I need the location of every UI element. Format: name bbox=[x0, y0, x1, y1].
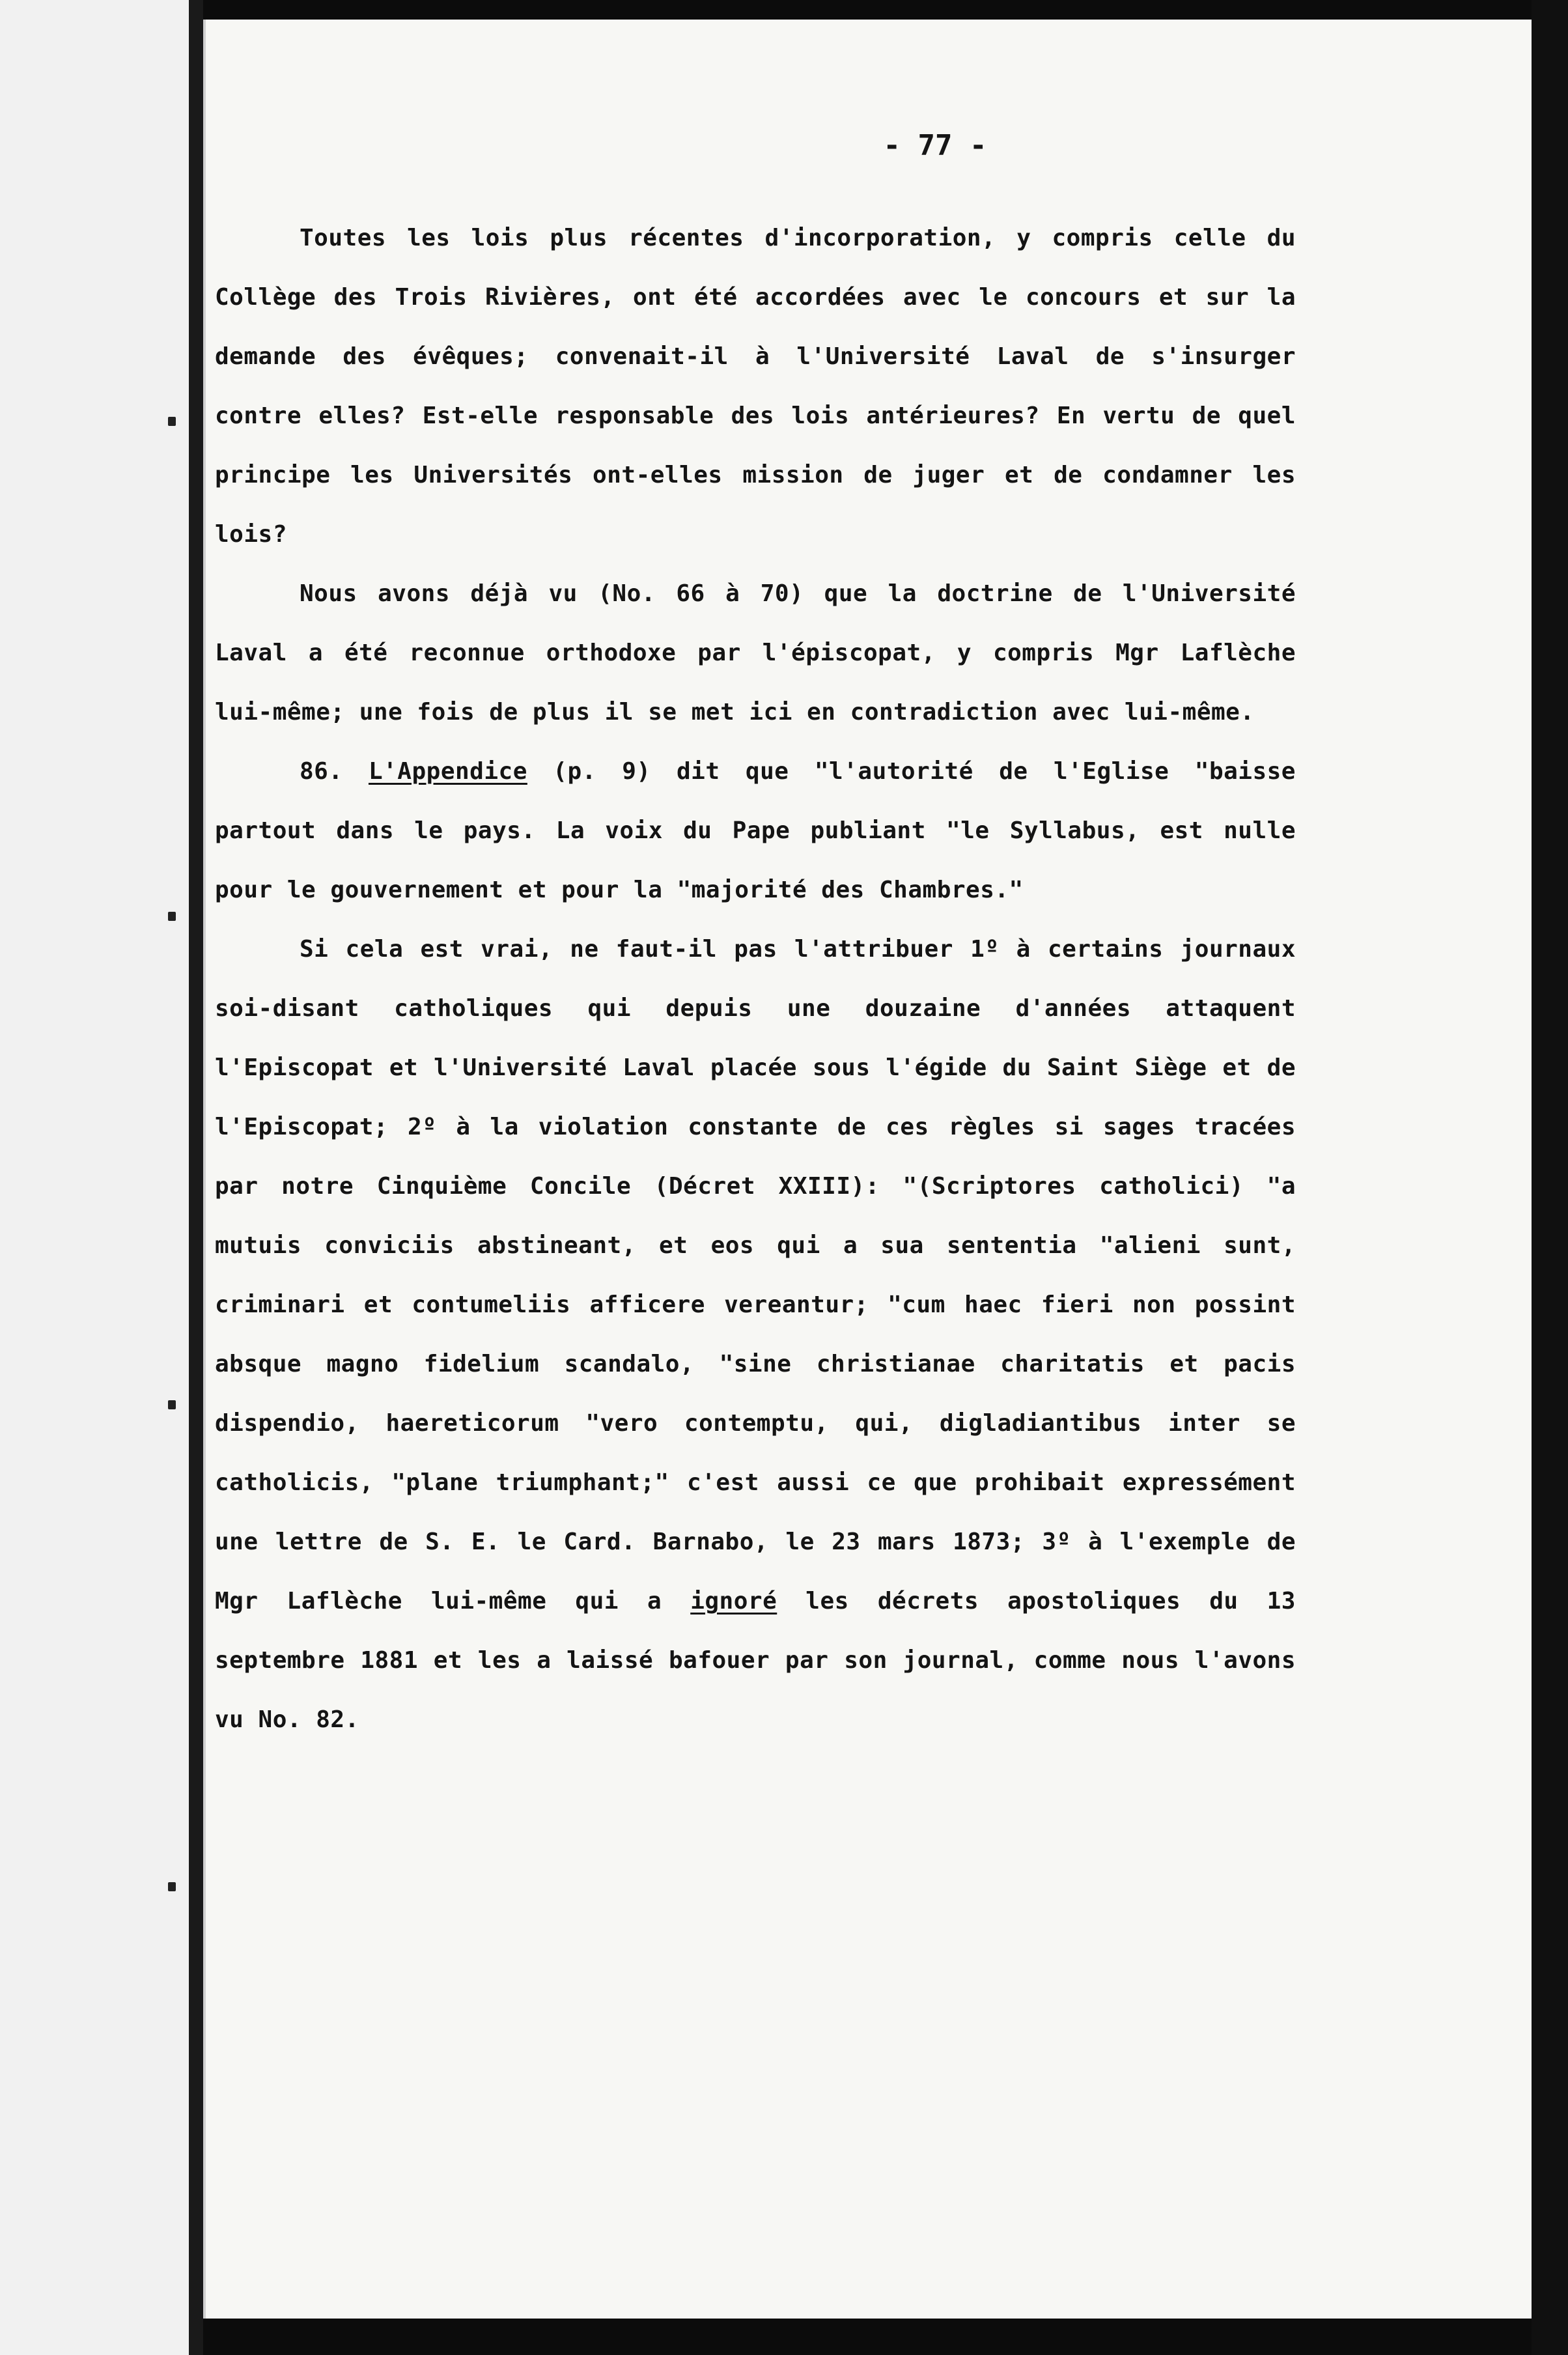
paragraph-text: (p. 9) dit que "l'autorité de l'Eglise "baisse partout dans le pays. La voix du Pape publiant "le Syllabus, est nulle pour le gouvernement et pour la "majorité des Chambres." bbox=[215, 758, 1296, 903]
paragraph-text: Si cela est vrai, ne faut-il pas l'attribuer 1º à certains journaux soi-disant catholiques qui depuis une douzaine d'années attaquent l'Episcopat et l'Université Laval placée sous l'égide du Saint Siège et de l'Episcopat; 2º à la violation constante de ces règles si sages tracées par notre Cinquième Concile (Décret XXIII): "(Scriptores catholici) "a mutuis conviciis abstineant, et eos qui a sua sententia "alieni sunt, criminari et contumeliis afficere vereantur; "cum haec fieri non possint absque magno fidelium scandalo, "sine christianae charitatis et pacis dispendio, haereticorum "vero contemptu, qui, digladiantibus inter se catholicis, "plane triumphant;" c'est aussi ce que prohibait expressément une lettre de S. E. le Card. Barnabo, le 23 mars 1873; 3º à l'exemple de Mgr Laflèche lui-même qui a bbox=[215, 936, 1296, 1615]
paragraph: Nous avons déjà vu (No. 66 à 70) que la doctrine de l'Université Laval a été reconnue orthodoxe par l'épiscopat, y compris Mgr Laflèche lui-même; une fois de plus il se met ici en contradiction avec lui-même. bbox=[215, 580, 1296, 726]
underlined-word: ignoré bbox=[690, 1588, 777, 1615]
scan-border bbox=[1532, 0, 1568, 2355]
previous-page-strip bbox=[0, 0, 191, 2355]
paragraph-text: les décrets apostoliques du 13 septembre 1881 et les a laissé bafouer par son journal, comme nous l'avons vu No. 82. bbox=[215, 1588, 1296, 1733]
page-number: - 77 - bbox=[883, 129, 987, 162]
underlined-title: L'Appendice bbox=[368, 758, 527, 785]
binding-mark bbox=[168, 912, 176, 921]
paragraph-86 bbox=[215, 742, 1296, 920]
page-gutter bbox=[189, 0, 203, 2355]
binding-mark bbox=[168, 1882, 176, 1891]
binding-mark bbox=[168, 1400, 176, 1409]
page-body bbox=[215, 208, 1296, 1749]
paragraph bbox=[215, 920, 1296, 1749]
paragraph: Toutes les lois plus récentes d'incorporation, y compris celle du Collège des Trois Rivières, ont été accordées avec le concours et sur la demande des évêques; convenait-il à l'Université Laval de s'insurger contre elles? Est-elle responsable des lois antérieures? En vertu de quel principe les Universités ont-elles mission de juger et de condamner les lois? bbox=[215, 225, 1296, 548]
binding-mark bbox=[168, 417, 176, 426]
paragraph-number: 86. bbox=[300, 758, 343, 785]
